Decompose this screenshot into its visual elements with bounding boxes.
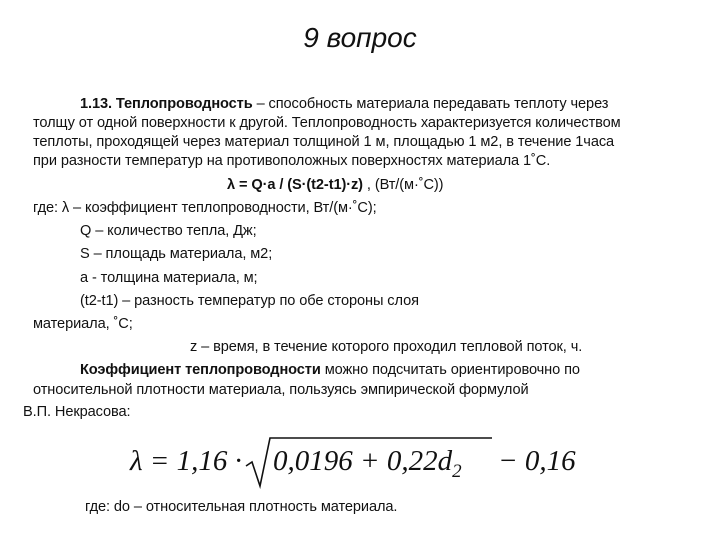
term-heat-conductivity: 1.13. Теплопроводность xyxy=(80,96,253,112)
footnote-do: где: do – относительная плотность материала. xyxy=(85,499,398,515)
para1-line4: при разности температур на противоположных поверхностях материала 1˚С. xyxy=(33,153,551,169)
definition-z: z – время, в течение которого проходил тепловой поток, ч. xyxy=(190,339,583,355)
formula2-lhs: λ = 1,16 · xyxy=(130,445,242,477)
definition-t-line2: материала, ˚С; xyxy=(33,316,133,332)
nekrasov-formula xyxy=(126,432,576,494)
para2-line1-rest: можно подсчитать ориентировочно по xyxy=(320,362,580,378)
para1-line1-rest: – способность материала передавать теплоту через xyxy=(252,96,609,112)
para1-line2: толщу от одной поверхности к другой. Теплопроводность характеризуется количеством xyxy=(33,115,621,131)
para1-line3: теплоты, проходящей через материал толщиной 1 м, площадью 1 м2, в течение 1часа xyxy=(33,134,615,150)
formula2-tail: − 0,16 xyxy=(498,445,576,477)
definition-q: Q – количество тепла, Дж; xyxy=(80,223,257,239)
formula-lambda xyxy=(227,176,443,194)
formula2-radicand xyxy=(273,445,462,482)
formula2-subscript: 2 xyxy=(452,461,462,482)
para2-line2: относительной плотности материала, пользуясь эмпирической формулой xyxy=(33,382,529,398)
definition-a: а - толщина материала, м; xyxy=(80,270,258,286)
definition-s: S – площадь материала, м2; xyxy=(80,246,273,262)
definition-t-line1: (t2-t1) – разность температур по обе стороны слоя xyxy=(80,293,419,309)
para2-line1 xyxy=(80,361,580,379)
definition-lambda: где: λ – коэффициент теплопроводности, Вт/(м·˚С); xyxy=(33,200,377,216)
formula2-radicand-number: 0,0196 + 0,22 xyxy=(273,445,438,477)
formula-lambda-expr: λ = Q·a / (S·(t2-t1)·z) xyxy=(227,177,363,193)
formula-lambda-units: , (Вт/(м·˚С)) xyxy=(362,177,444,193)
formula2-var: d xyxy=(437,445,453,477)
term-coefficient: Коэффициент теплопроводности xyxy=(80,362,321,378)
para2-line3: В.П. Некрасова: xyxy=(23,404,131,420)
para1-line1 xyxy=(80,95,608,113)
slide-title: 9 вопрос xyxy=(303,22,417,53)
